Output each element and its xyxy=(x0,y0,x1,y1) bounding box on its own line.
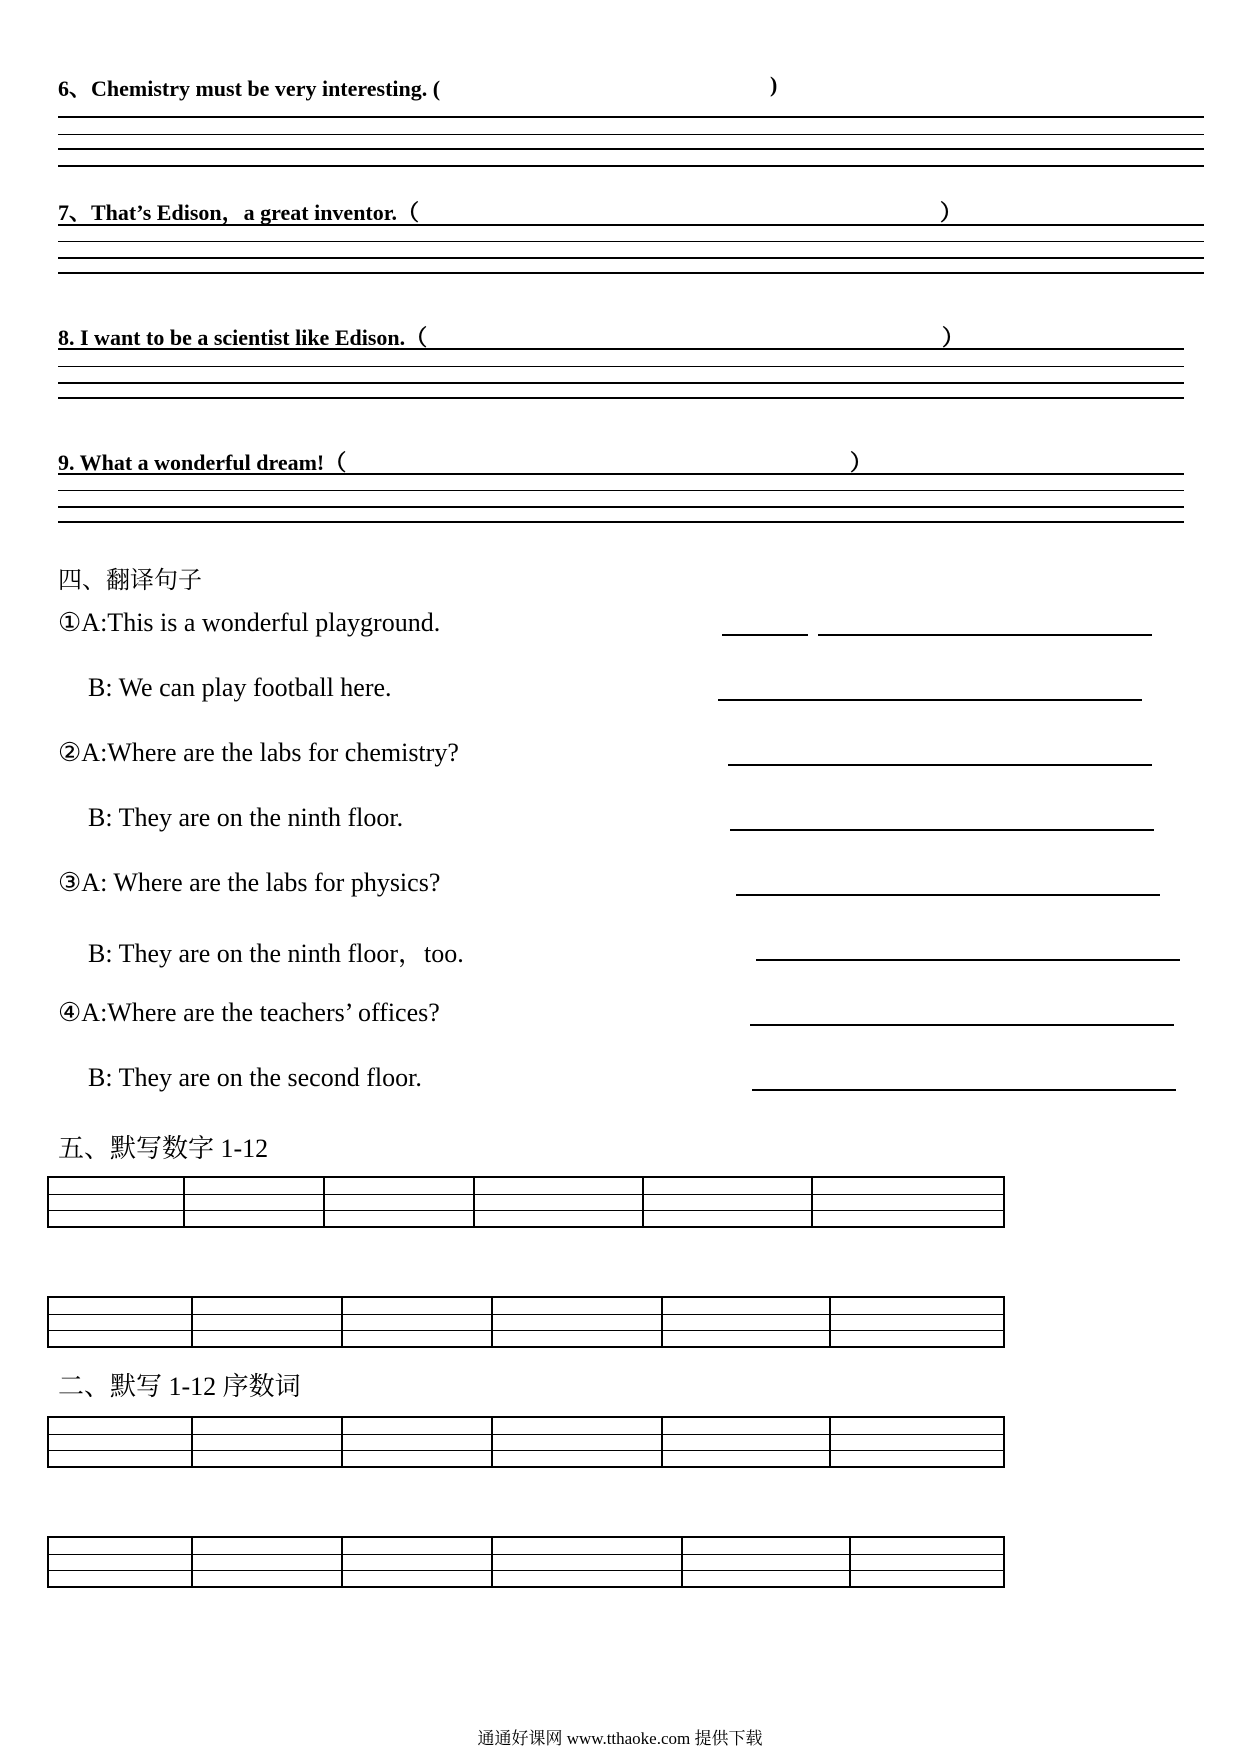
translate-answer-line[interactable] xyxy=(752,1089,1176,1091)
answer-line[interactable] xyxy=(58,382,1184,384)
writing-grid-ordinals-2[interactable] xyxy=(47,1536,1005,1588)
translate-line-2a: ②A:Where are the labs for chemistry? xyxy=(58,738,459,767)
translate-answer-line[interactable] xyxy=(736,894,1160,896)
footer-credit: 通通好课网 www.tthaoke.com 提供下载 xyxy=(477,1729,763,1748)
translate-line-4b: B: They are on the second floor. xyxy=(88,1063,422,1092)
translate-answer-line[interactable] xyxy=(722,634,808,636)
writing-grid-numbers-1[interactable] xyxy=(47,1176,1005,1228)
question-7-close: ） xyxy=(940,200,963,225)
answer-line[interactable] xyxy=(58,134,1204,135)
answer-line[interactable] xyxy=(58,490,1184,491)
answer-line[interactable] xyxy=(58,521,1184,523)
question-6: 6、Chemistry must be very interesting. ( xyxy=(58,76,441,101)
answer-line[interactable] xyxy=(58,148,1204,150)
translate-answer-line[interactable] xyxy=(756,959,1180,961)
answer-line[interactable] xyxy=(58,473,1184,475)
answer-line[interactable] xyxy=(58,224,1204,226)
answer-line[interactable] xyxy=(58,241,1204,242)
translate-answer-line[interactable] xyxy=(750,1024,1174,1026)
section-numbers-title: 五、默写数字 1-12 xyxy=(58,1134,269,1163)
translate-answer-line[interactable] xyxy=(818,634,1152,636)
answer-line[interactable] xyxy=(58,257,1204,259)
writing-grid-numbers-2[interactable] xyxy=(47,1296,1005,1348)
translate-answer-line[interactable] xyxy=(730,829,1154,831)
question-6-close: ) xyxy=(770,72,778,97)
answer-line[interactable] xyxy=(58,348,1184,350)
question-7: 7、That’s Edison，a great inventor.（ xyxy=(58,200,420,225)
question-8-close: ） xyxy=(942,325,965,350)
translate-answer-line[interactable] xyxy=(718,699,1142,701)
translate-line-1a: ①A:This is a wonderful playground. xyxy=(58,608,441,637)
translate-answer-line[interactable] xyxy=(728,764,1152,766)
answer-line[interactable] xyxy=(58,272,1204,274)
answer-line[interactable] xyxy=(58,506,1184,508)
answer-line[interactable] xyxy=(58,397,1184,399)
answer-line[interactable] xyxy=(58,366,1184,367)
answer-line[interactable] xyxy=(58,165,1204,167)
question-8: 8. I want to be a scientist like Edison.（ xyxy=(58,325,428,350)
translate-line-3b: B: They are on the ninth floor，too. xyxy=(88,939,464,968)
translate-line-3a: ③A: Where are the labs for physics? xyxy=(58,868,441,897)
answer-line[interactable] xyxy=(58,116,1204,118)
section-translate-title: 四、翻译句子 xyxy=(58,568,202,594)
question-9-close: ） xyxy=(850,450,873,475)
translate-line-4a: ④A:Where are the teachers’ offices? xyxy=(58,998,440,1027)
writing-grid-ordinals-1[interactable] xyxy=(47,1416,1005,1468)
section-ordinals-title: 二、默写 1-12 序数词 xyxy=(58,1372,301,1401)
translate-line-1b: B: We can play football here. xyxy=(88,673,392,702)
question-9: 9. What a wonderful dream!（ xyxy=(58,450,347,475)
translate-line-2b: B: They are on the ninth floor. xyxy=(88,803,404,832)
